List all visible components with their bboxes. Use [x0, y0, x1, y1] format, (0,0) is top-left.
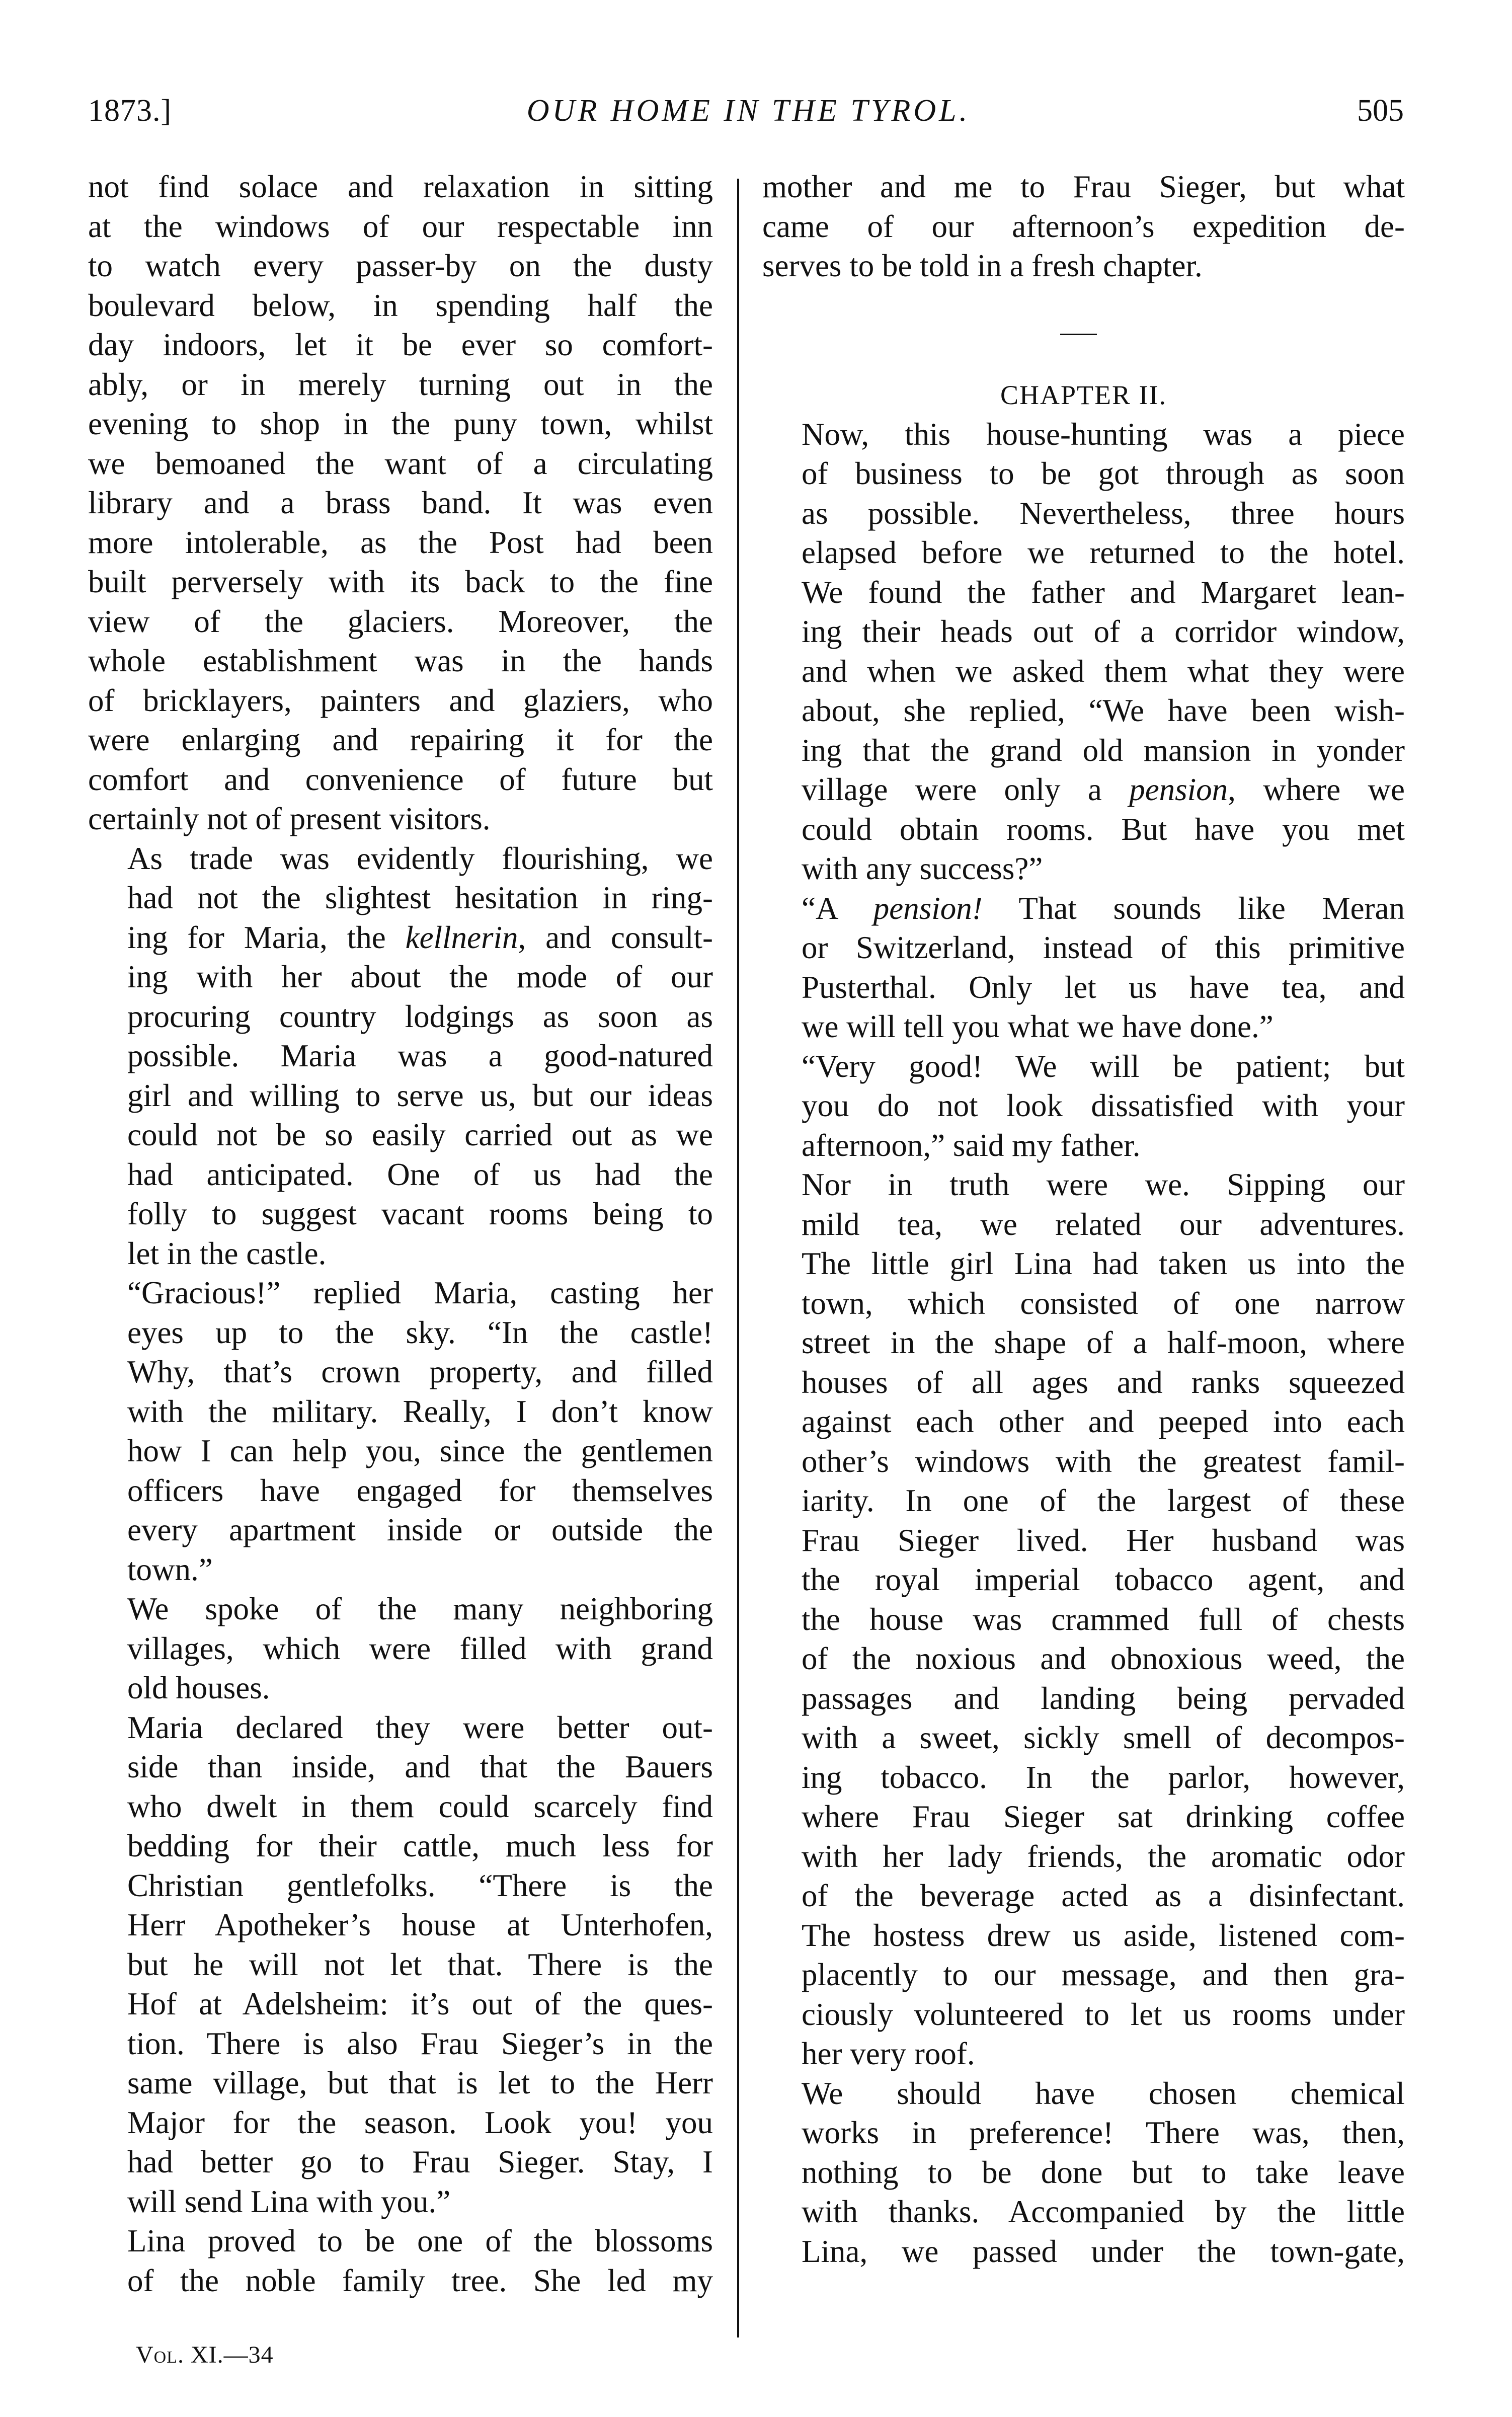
text-line: mother and me to Frau Sieger, but what — [762, 169, 1405, 204]
text-line: the royal imperial tobacco agent, and — [802, 1562, 1405, 1597]
text-line: and when we asked them what they were — [802, 653, 1405, 689]
text-line: her very roof. — [802, 2036, 975, 2071]
text-line: town.” — [127, 1551, 213, 1587]
text-line: against each other and peeped into each — [802, 1404, 1405, 1439]
text-line: had anticipated. One of us had the — [127, 1156, 713, 1192]
text-line: to watch every passer-by on the dusty — [88, 248, 713, 283]
text-line: not find solace and relaxation in sitting — [88, 169, 713, 204]
text-line: possible. Maria was a good-natured — [127, 1038, 713, 1073]
text-line: street in the shape of a half-moon, where — [802, 1325, 1405, 1360]
paragraph — [88, 839, 713, 1274]
text-line: officers have engaged for themselves — [127, 1472, 713, 1508]
text-line: As trade was evidently flourishing, we — [127, 840, 713, 876]
text-line: we will tell you what we have done.” — [802, 1009, 1274, 1044]
paragraph — [88, 2221, 713, 2300]
text-line: where Frau Sieger sat drinking coffee — [802, 1799, 1405, 1834]
text-line: ing their heads out of a corridor window, — [802, 614, 1405, 649]
text-line: we bemoaned the want of a circulating — [88, 445, 713, 481]
text-line: The hostess drew us aside, listened com- — [802, 1917, 1405, 1953]
text-line: the house was crammed full of chests — [802, 1601, 1405, 1637]
text-line: built perversely with its back to the fine — [88, 564, 713, 599]
chapter-heading: CHAPTER II. — [1000, 379, 1167, 410]
section-rule — [1060, 334, 1097, 335]
text-line: with a sweet, sickly smell of decompos- — [802, 1720, 1405, 1755]
text-line: or Switzerland, instead of this primitive — [802, 930, 1405, 965]
text-line: passages and landing being pervaded — [802, 1680, 1405, 1716]
text-line: certainly not of present visitors. — [88, 801, 491, 836]
text-line: town, which consisted of one narrow — [802, 1285, 1405, 1321]
text-line: of the beverage acted as a disinfectant. — [802, 1878, 1405, 1913]
text-line: of the noxious and obnoxious weed, the — [802, 1641, 1405, 1676]
text-line: but he will not let that. There is the — [127, 1946, 713, 1982]
text-line: could not be so easily carried out as we — [127, 1117, 713, 1152]
text-line: library and a brass band. It was even — [88, 485, 713, 520]
text-line: with the military. Really, I don’t know — [127, 1393, 713, 1429]
text-line: serves to be told in a fresh chapter. — [762, 248, 1203, 283]
text-line: every apartment inside or outside the — [127, 1512, 713, 1547]
text-line: elapsed before we returned to the hotel. — [802, 535, 1405, 570]
running-head-year: 1873.] — [88, 94, 172, 128]
paragraph — [762, 1047, 1405, 1165]
text-line: had better go to Frau Sieger. Stay, I — [127, 2144, 713, 2179]
text-line: girl and willing to serve us, but our ideas — [127, 1077, 713, 1113]
text-line: of business to be got through as soon — [802, 456, 1405, 491]
text-line: day indoors, let it be ever so comfort- — [88, 327, 713, 362]
chapter-body — [762, 415, 1405, 2272]
text-line: you do not look dissatisfied with your — [802, 1088, 1405, 1123]
text-line: more intolerable, as the Post had been — [88, 524, 713, 560]
text-line: village were only a pension, where we — [802, 772, 1405, 807]
paragraph — [88, 1589, 713, 1708]
text-line: old houses. — [127, 1670, 270, 1705]
text-line: mild tea, we related our adventures. — [802, 1206, 1405, 1242]
text-line: ing tobacco. In the parlor, however, — [802, 1759, 1405, 1795]
text-line: evening to shop in the puny town, whilst — [88, 406, 713, 441]
text-line: procuring country lodgings as soon as — [127, 998, 713, 1034]
text-line: iarity. In one of the largest of these — [802, 1483, 1405, 1518]
text-line: Hof at Adelsheim: it’s out of the ques- — [127, 1986, 713, 2021]
text-line: ing for Maria, the kellnerin, and consult- — [127, 919, 713, 955]
paragraph — [88, 1273, 713, 1589]
paragraph — [88, 167, 713, 839]
text-line: side than inside, and that the Bauers — [127, 1749, 713, 1784]
text-line: We found the father and Margaret lean- — [802, 574, 1405, 610]
text-line: of the noble family tree. She led my — [127, 2263, 713, 2298]
text-line: other’s windows with the greatest famil- — [802, 1443, 1405, 1479]
text-line: as possible. Nevertheless, three hours — [802, 495, 1405, 531]
running-head-title: OUR HOME IN THE TYROL. — [526, 94, 971, 128]
right-column — [762, 167, 1405, 2271]
text-line: “A pension! That sounds like Meran — [802, 890, 1405, 926]
text-line: eyes up to the sky. “In the castle! — [127, 1314, 713, 1350]
paragraph — [762, 415, 1405, 889]
text-line: Lina proved to be one of the blossoms — [127, 2223, 713, 2258]
text-line: Lina, we passed under the town-gate, — [802, 2233, 1405, 2269]
text-line: came of our afternoon’s expedition de- — [762, 208, 1405, 244]
text-line: “Very good! We will be patient; but — [802, 1048, 1405, 1084]
text-line: will send Lina with you.” — [127, 2184, 451, 2219]
text-line: Pusterthal. Only let us have tea, and — [802, 969, 1405, 1005]
text-line: tion. There is also Frau Sieger’s in the — [127, 2025, 713, 2061]
text-line: let in the castle. — [127, 1235, 327, 1271]
column-divider — [737, 179, 739, 2337]
text-line: with any success?” — [802, 851, 1043, 886]
paragraph — [762, 167, 1405, 286]
text-line: Frau Sieger lived. Her husband was — [802, 1522, 1405, 1558]
text-line: how I can help you, since the gentlemen — [127, 1433, 713, 1468]
text-line: of bricklayers, painters and glaziers, who — [88, 682, 713, 718]
text-line: We spoke of the many neighboring — [127, 1591, 713, 1626]
paragraph — [762, 889, 1405, 1047]
text-line: houses of all ages and ranks squeezed — [802, 1364, 1405, 1400]
text-line: bedding for their cattle, much less for — [127, 1828, 713, 1863]
text-line: whole establishment was in the hands — [88, 643, 713, 678]
text-line: same village, but that is let to the Herr — [127, 2065, 713, 2100]
text-line: Now, this house-hunting was a piece — [802, 416, 1405, 452]
text-line: Nor in truth were we. Sipping our — [802, 1167, 1405, 1202]
text-line: folly to suggest vacant rooms being to — [127, 1196, 713, 1231]
text-line: ciously volunteered to let us rooms under — [802, 1996, 1405, 2032]
text-line: Major for the season. Look you! you — [127, 2104, 713, 2140]
text-line: afternoon,” said my father. — [802, 1127, 1141, 1163]
text-line: nothing to be done but to take leave — [802, 2154, 1405, 2190]
text-line: view of the glaciers. Moreover, the — [88, 603, 713, 639]
text-line: comfort and convenience of future but — [88, 761, 713, 797]
text-line: ing that the grand old mansion in yonder — [802, 732, 1405, 768]
text-line: The little girl Lina had taken us into the — [802, 1246, 1405, 1281]
text-line: ably, or in merely turning out in the — [88, 366, 713, 402]
paragraph — [88, 1708, 713, 2222]
text-line: about, she replied, “We have been wish- — [802, 693, 1405, 728]
text-line: with her lady friends, the aromatic odor — [802, 1838, 1405, 1874]
text-line: placently to our message, and then gra- — [802, 1957, 1405, 1992]
text-line: boulevard below, in spending half the — [88, 287, 713, 323]
text-line: who dwelt in them could scarcely find — [127, 1788, 713, 1824]
text-line: We should have chosen chemical — [802, 2075, 1405, 2111]
running-head — [88, 88, 1404, 133]
signature-mark: Vol. XI.—34 — [136, 2342, 274, 2368]
text-line: Herr Apotheker’s house at Unterhofen, — [127, 1907, 713, 1942]
paragraph — [762, 1165, 1405, 2074]
page-number: 505 — [1357, 94, 1404, 128]
text-line: Maria declared they were better out- — [127, 1709, 713, 1745]
text-line: Christian gentlefolks. “There is the — [127, 1867, 713, 1903]
text-line: ing with her about the mode of our — [127, 959, 713, 994]
text-line: were enlarging and repairing it for the — [88, 722, 713, 757]
text-line: at the windows of our respectable inn — [88, 208, 713, 244]
paragraph — [762, 2074, 1405, 2272]
text-line: had not the slightest hesitation in ring- — [127, 880, 713, 915]
text-line: Why, that’s crown property, and filled — [127, 1354, 713, 1389]
text-line: could obtain rooms. But have you met — [802, 811, 1405, 847]
left-column — [88, 167, 713, 2300]
text-line: villages, which were filled with grand — [127, 1630, 713, 1666]
text-line: works in preference! There was, then, — [802, 2115, 1405, 2150]
text-line: with thanks. Accompanied by the little — [802, 2194, 1405, 2229]
text-line: “Gracious!” replied Maria, casting her — [127, 1275, 713, 1310]
